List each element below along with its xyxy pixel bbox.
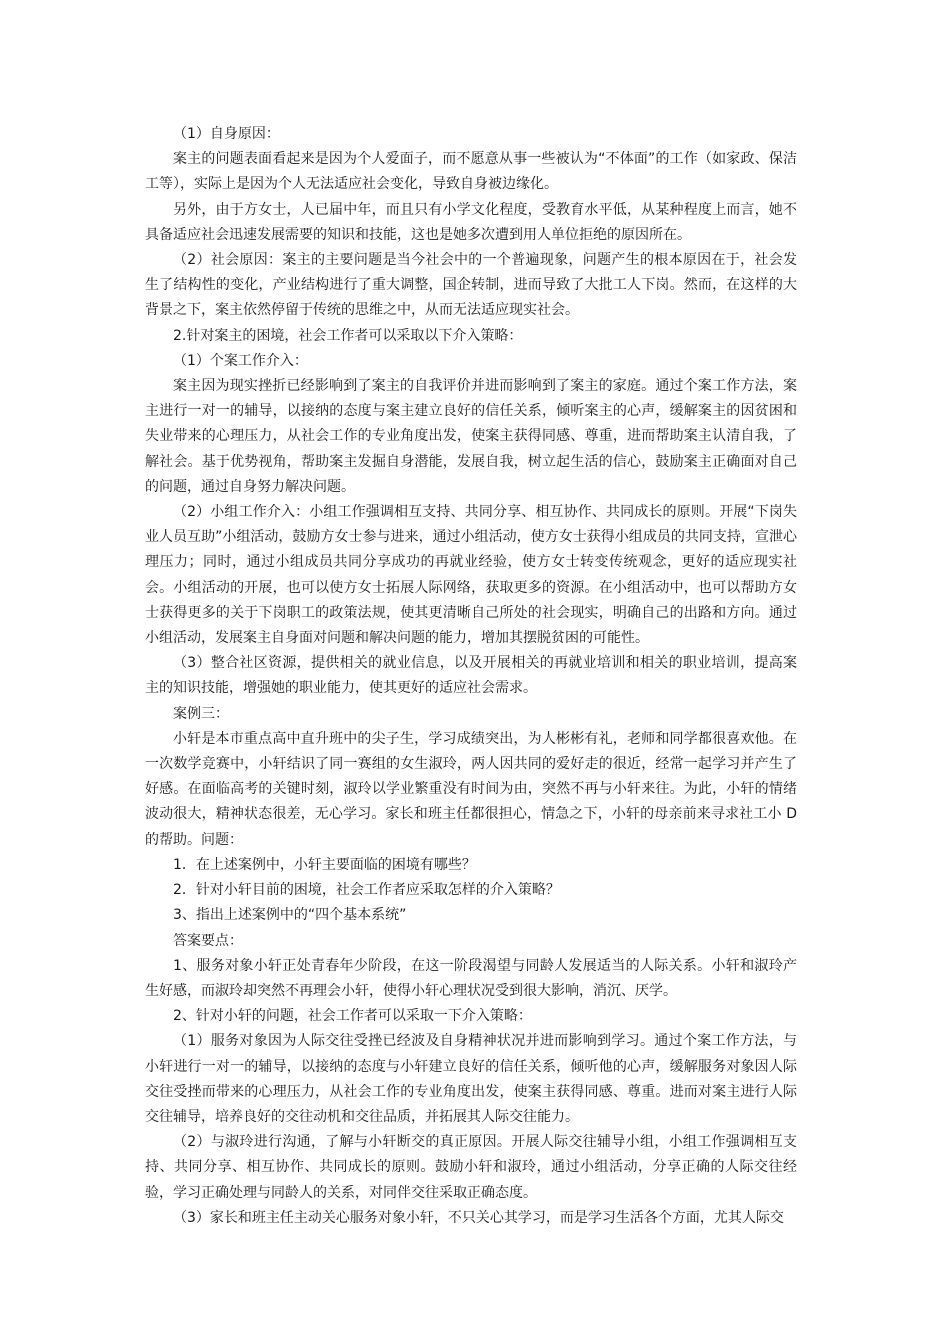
paragraph: 2、针对小轩的问题，社会工作者可以采取一下介入策略： [173,1008,532,1025]
paragraph: （2）小组工作介入：小组工作强调相互支持、共同分享、相互协作、共同成长的原则。开展“下岗失业人员互助”小组活动，鼓励方女士参与进来，通过小组活动，使方女士获得小组成员的共同支持，宣泄心理压力；同时，通过小组成员共同分享成功的再就业经验，使方女士转变传统观念，更好的适应现实社会。小组活动的开展，也可以使方女士拓展人际网络，获取更多的资源。在小组活动中，也可以帮助方女士获得更多的关于下岗职工的政策法规，使其更清晰自己所处的社会现实，明确自己的出路和方向。通过小组活动，发展案主自身面对问题和解决问题的能力，增加其摆脱贫困的可能性。 [145,504,797,647]
paragraph: 小轩是本市重点高中直升班中的尖子生，学习成绩突出，为人彬彬有礼，老师和同学都很喜欢他。在一次数学竞赛中，小轩结识了同一赛组的女生淑玲，两人因共同的爱好走的很近，经常一起学习并产生了好感。在面临高考的关键时刻，淑玲以学业繁重没有时间为由，突然不再与小轩来往。为此，小轩的情绪波动很大，精神状态很差，无心学习。家长和班主任都很担心，情急之下，小轩的母亲前来寻求社工小 D 的帮助。问题： [145,730,797,848]
question-item: 3、指出上述案例中的“四个基本系统” [173,907,407,924]
paragraph: 1、服务对象小轩正处青春年少阶段，在这一阶段渴望与同龄人发展适当的人际关系。小轩和淑玲产生好感，而淑玲却突然不再理会小轩，使得小轩心理状况受到很大影响，消沉、厌学。 [145,957,797,999]
subheading-casework: （1）个案工作介入： [173,352,308,369]
question-item: 1．在上述案例中，小轩主要面临的困境有哪些？ [173,856,476,873]
paragraph: 案主因为现实挫折已经影响到了案主的自我评价并进而影响到了案主的家庭。通过个案工作方法，案主进行一对一的辅导，以接纳的态度与案主建立良好的信任关系，倾听案主的心声，缓解案主的因贫困和失业带来的心理压力，从社会工作的专业角度出发，使案主获得同感、尊重，进而帮助案主认清自我，了解社会。基于优势视角，帮助案主发掘自身潜能，发展自我，树立起生活的信心，鼓励案主正确面对自己的问题，通过自身努力解决问题。 [145,378,797,495]
section-heading-intervention: 2.针对案主的困境，社会工作者可以采取以下介入策略： [173,327,523,344]
section-heading-self-causes: （1）自身原因： [173,126,280,142]
paragraph: （3）家长和班主任主动关心服务对象小轩，不只关心其学习，而是学习生活各个方面，尤其人际交 [173,1209,784,1226]
document-body [145,122,797,1231]
paragraph: （3）整合社区资源，提供相关的就业信息，以及开展相关的再就业培训和相关的职业培训，提高案主的知识技能，增强她的职业能力，使其更好的适应社会需求。 [145,655,797,697]
paragraph: 另外，由于方女士，人已届中年，而且只有小学文化程度，受教育水平低，从某种程度上而言，她不具备适应社会迅速发展需要的知识和技能，这也是她多次遭到用人单位拒绝的原因所在。 [145,201,797,243]
paragraph: （2）社会原因：案主的主要问题是当今社会中的一个普遍现象，问题产生的根本原因在于，社会发生了结构性的变化，产业结构进行了重大调整，国企转制，进而导致了大批工人下岗。然而，在这样的大背景之下，案主依然停留于传统的思维之中，从而无法适应现实社会。 [145,252,797,319]
paragraph: （1）服务对象因为人际交往受挫已经波及自身精神状况并进而影响到学习。通过个案工作方法，与小轩进行一对一的辅导，以接纳的态度与小轩建立良好的信任关系，倾听他的心声，缓解服务对象因人际交往受挫而带来的心理压力，从社会工作的专业角度出发，使案主获得同感、尊重。进而对案主进行人际交往辅导，培养良好的交往动机和交往品质，并拓展其人际交往能力。 [145,1033,797,1125]
paragraph: 案主的问题表面看起来是因为个人爱面子，而不愿意从事一些被认为“不体面”的工作（如家政、保洁工等），实际上是因为个人无法适应社会变化，导致自身被边缘化。 [145,151,797,193]
answer-heading: 答案要点： [173,932,243,949]
case-three-heading: 案例三： [173,705,229,722]
paragraph: （2）与淑玲进行沟通，了解与小轩断交的真正原因。开展人际交往辅导小组，小组工作强调相互支持、共同分享、相互协作、共同成长的原则。鼓励小轩和淑玲，通过小组活动，分享正确的人际交往经验，学习正确处理与同龄人的关系，对同伴交往采取正确态度。 [145,1134,797,1201]
question-item: 2．针对小轩目前的困境，社会工作者应采取怎样的介入策略？ [173,882,560,899]
